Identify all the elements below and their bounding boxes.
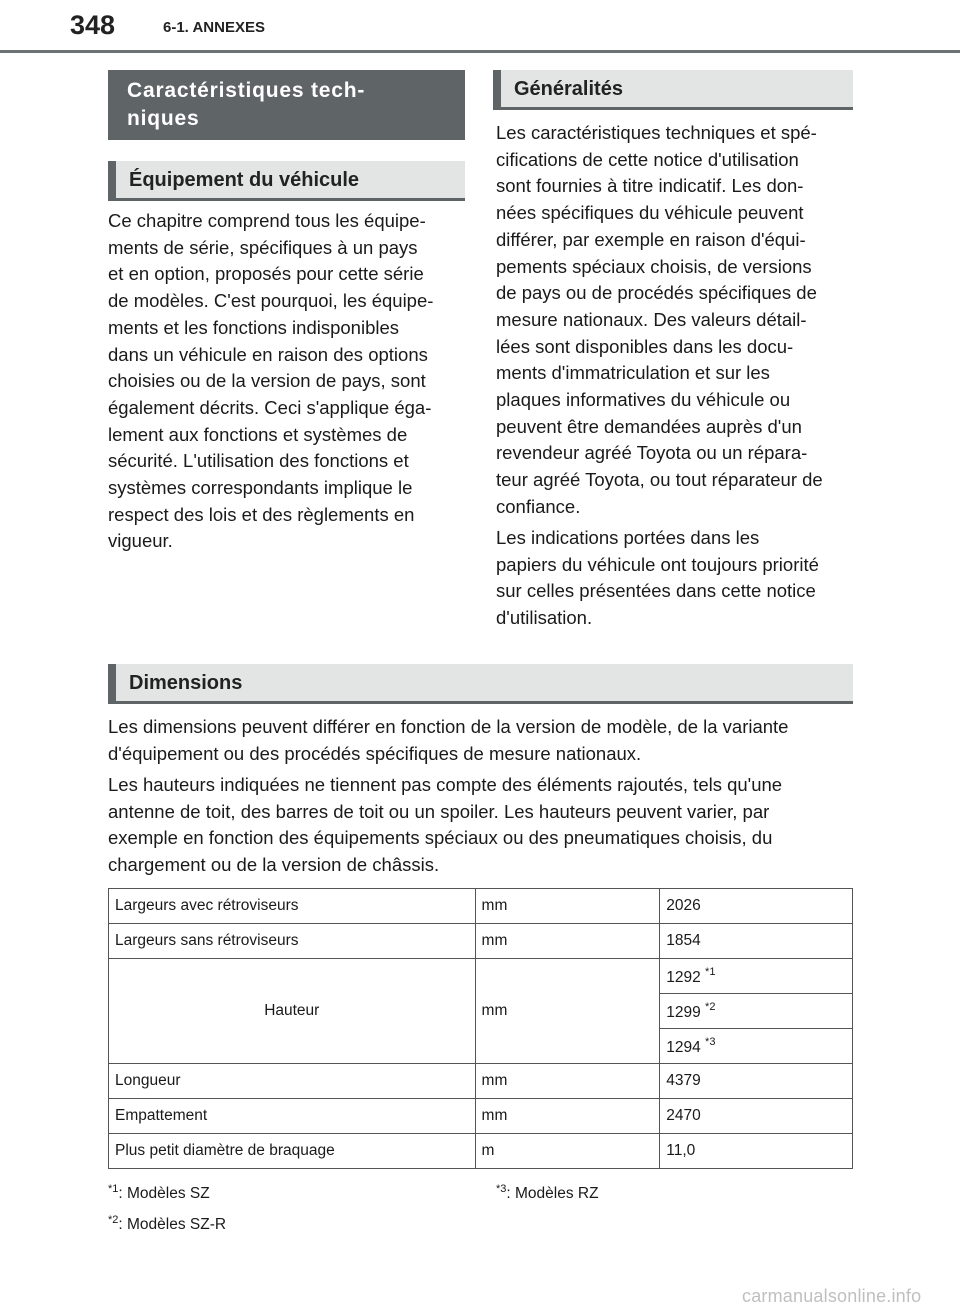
text-line: Les dimensions peuvent différer en fonction de la version de modèle, de la variante <box>108 716 789 737</box>
text-line: respect des lois et des règlements en <box>108 503 415 525</box>
text-line: d'utilisation. <box>496 607 593 629</box>
text-line: systèmes correspondants implique le <box>108 477 413 499</box>
table-cell-unit: mm <box>475 924 660 959</box>
text-line: d'équipement ou des procédés spécifiques de mesure nationaux. <box>108 742 642 764</box>
text-line: chargement ou de la version de châssis. <box>108 853 440 875</box>
text-line: peuvent être demandées auprès d'un <box>496 415 802 437</box>
text-line: vigueur. <box>108 530 173 552</box>
height-value: 1294 <box>666 1038 701 1056</box>
table-row <box>109 889 853 924</box>
footnote-mark: *3 <box>496 1183 507 1195</box>
footnote-3 <box>496 1183 599 1203</box>
text-line: ments de série, spécifiques à un pays <box>108 236 418 258</box>
text-line: ments et les fonctions indisponibles <box>108 316 400 338</box>
table-cell-value <box>660 959 853 994</box>
footnote-ref: *3 <box>705 1035 716 1048</box>
table-row <box>109 1134 853 1169</box>
text-line: teur agréé Toyota, ou tout réparateur de <box>496 469 823 491</box>
text-line: papiers du véhicule ont toujours priorité <box>496 553 819 575</box>
text-line: revendeur agréé Toyota ou un répara- <box>496 442 808 464</box>
text-line: cifications de cette notice d'utilisation <box>496 148 799 170</box>
footnote-text: : Modèles SZ-R <box>118 1216 227 1233</box>
page-number: 348 <box>70 10 116 40</box>
text-line: et en option, proposés pour cette série <box>108 263 424 285</box>
table-cell-unit: mm <box>475 1064 660 1099</box>
footnote-1 <box>108 1183 210 1203</box>
text-line: antenne de toit, des barres de toit ou un spoiler. Les hauteurs peuvent varier, par <box>108 800 770 822</box>
table-cell-value: 2470 <box>660 1099 853 1134</box>
table-cell-label: Largeurs avec rétroviseurs <box>109 889 476 924</box>
table-cell-unit: mm <box>475 889 660 924</box>
table-cell-label: Empattement <box>109 1099 476 1134</box>
text-line: mesure nationaux. Des valeurs détail- <box>496 308 807 330</box>
text-line: nées spécifiques du véhicule peuvent <box>496 202 804 224</box>
height-value: 1299 <box>666 1003 701 1021</box>
footnote-mark: *2 <box>108 1214 119 1226</box>
table-row <box>109 1064 853 1099</box>
table-cell-value <box>660 994 853 1029</box>
header-divider <box>0 50 960 53</box>
table-cell-unit: m <box>475 1134 660 1169</box>
table-cell-unit: mm <box>475 1099 660 1134</box>
footnote-ref: *1 <box>705 965 716 978</box>
subheading-equipement: Équipement du véhicule <box>108 161 465 201</box>
generalites-paragraph-1 <box>496 120 856 521</box>
chapter-title <box>108 70 465 140</box>
generalites-paragraph-2 <box>496 525 856 632</box>
text-line: exemple en fonction des équipements spéciaux ou des pneumatiques choisis, du <box>108 827 773 848</box>
watermark: carmanualsonline.info <box>742 1286 922 1306</box>
text-line: Les hauteurs indiquées ne tiennent pas compte des éléments rajoutés, tels qu'une <box>108 774 783 795</box>
table-cell-unit: mm <box>475 959 660 1064</box>
text-line: ments d'immatriculation et sur les <box>496 362 770 384</box>
table-cell-label: Plus petit diamètre de braquage <box>109 1134 476 1169</box>
text-line: plaques informatives du véhicule ou <box>496 389 791 411</box>
text-line: sur celles présentées dans cette notice <box>496 580 816 602</box>
footnote-text: : Modèles RZ <box>506 1185 599 1202</box>
text-line: pements spéciaux choisis, de versions <box>496 255 812 277</box>
table-cell-value: 1854 <box>660 924 853 959</box>
chapter-title-line-2: niques <box>127 107 200 130</box>
dimensions-table <box>108 888 853 1169</box>
text-line: de modèles. C'est pourquoi, les équipe- <box>108 290 434 312</box>
text-line: lées sont disponibles dans les docu- <box>496 335 794 357</box>
chapter-title-line-1: Caractéristiques tech- <box>127 79 366 102</box>
text-line: sont fournies à titre indicatif. Les don- <box>496 175 804 197</box>
height-value: 1292 <box>666 968 701 986</box>
footnote-2 <box>108 1214 226 1234</box>
table-cell-value: 2026 <box>660 889 853 924</box>
dimensions-paragraph-1 <box>108 714 858 767</box>
footnote-mark: *1 <box>108 1183 119 1195</box>
text-line: Les caractéristiques techniques et spé- <box>496 122 817 143</box>
text-line: sécurité. L'utilisation des fonctions et <box>108 450 409 472</box>
text-line: choisies ou de la version de pays, sont <box>108 370 426 392</box>
table-cell-label: Largeurs sans rétroviseurs <box>109 924 476 959</box>
table-row <box>109 959 853 994</box>
table-cell-value: 4379 <box>660 1064 853 1099</box>
text-line: de pays ou de procédés spécifiques de <box>496 282 817 304</box>
text-line: également décrits. Ceci s'applique éga- <box>108 396 432 418</box>
text-line: Les indications portées dans les <box>496 527 760 548</box>
subheading-dimensions: Dimensions <box>108 664 853 704</box>
section-label: 6-1. ANNEXES <box>163 19 265 36</box>
subheading-generalites: Généralités <box>493 70 853 110</box>
footnote-text: : Modèles SZ <box>118 1185 210 1202</box>
text-line: Ce chapitre comprend tous les équipe- <box>108 210 426 231</box>
dimensions-paragraph-2 <box>108 772 858 878</box>
text-line: différer, par exemple en raison d'équi- <box>496 228 806 250</box>
table-cell-value: 11,0 <box>660 1134 853 1169</box>
table-cell-label: Longueur <box>109 1064 476 1099</box>
footnote-ref: *2 <box>705 1000 716 1013</box>
text-line: dans un véhicule en raison des options <box>108 343 428 365</box>
table-row <box>109 924 853 959</box>
text-line: confiance. <box>496 495 581 517</box>
table-row <box>109 1099 853 1134</box>
table-cell-label: Hauteur <box>109 959 476 1064</box>
text-line: lement aux fonctions et systèmes de <box>108 423 408 445</box>
equipement-paragraph <box>108 208 468 555</box>
table-cell-value <box>660 1029 853 1064</box>
